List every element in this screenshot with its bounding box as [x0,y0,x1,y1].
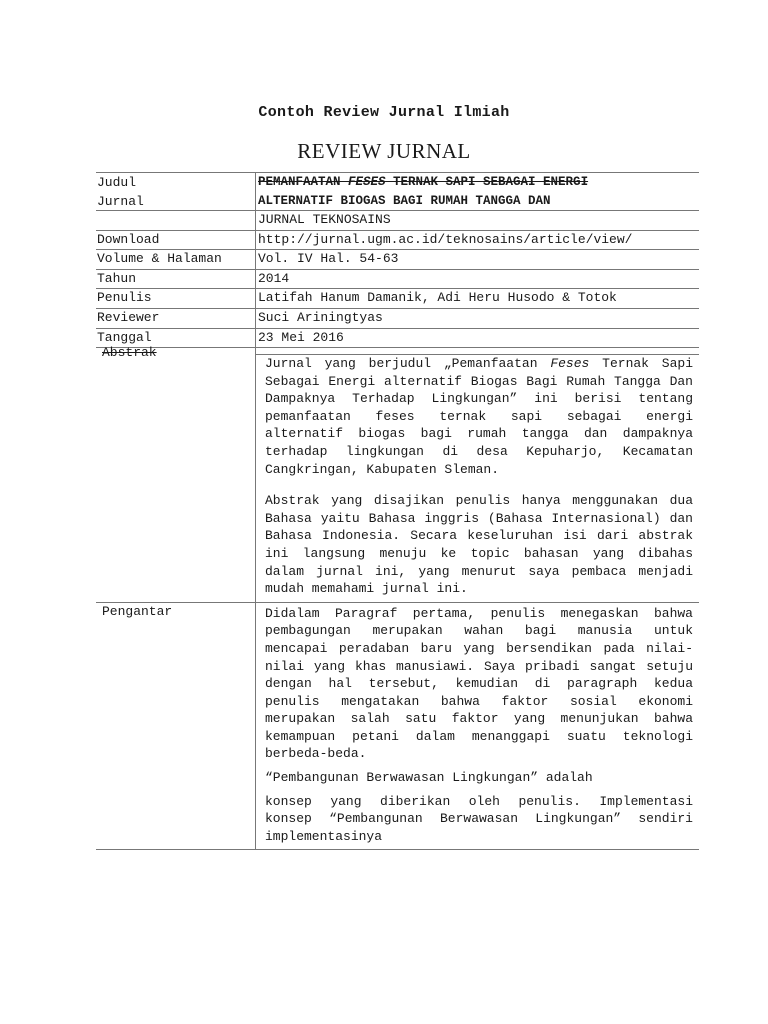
meta-row-volume [96,250,699,270]
judul-text-a: PEMANFAATAN [258,175,349,189]
abstrak-paragraph-1 [265,355,693,478]
abstrak-p1-start: Jurnal yang berjudul „Pemanfaatan [265,356,551,371]
abstrak-paragraph-2: Abstrak yang disajikan penulis hanya menggunakan dua Bahasa yaitu Bahasa inggris (Bahasa Internasional) dan Bahasa Indonesia. Secara keseluruhan isi dari abstrak ini langsung menuju ke topic bahasan yang dibahas dalam jurnal ini, yang menurut saya pembaca menjadi mudah memahami jurnal ini. [265,493,693,597]
meta-value: 2014 [258,270,290,286]
pengantar-paragraph-1: Didalam Paragraf pertama, penulis menegaskan bahwa pembagungan merupakan wahan bagi manusia untuk mencapai peradaban baru yang bersendikan pada nilai-nilai yang khas manusiawi. Saya pribadi sangat setuju dengan hal tersebut, kemudian di paragraph kedua penulis mengatakan bahwa faktor sosial ekonomi merupakan salah satu faktor yang menunjukan bahwa kemampuan petani dalam menanggapi suatu teknologi berbeda-beda. [265,605,693,762]
meta-row-download [96,231,699,251]
judul-value-line-1 [258,173,699,192]
document-title: REVIEW JURNAL [297,139,471,163]
judul-label-line-1: Judul [97,175,137,190]
judul-value [256,173,699,210]
meta-label: Tahun [96,270,256,289]
judul-text-b: TERNAK SAPI SEBAGAI ENERGI [385,175,589,189]
meta-label: Download [96,231,256,250]
meta-row-reviewer [96,309,699,329]
section-text-abstrak [256,354,699,602]
judul-label [96,173,256,210]
jurnal-row [96,211,699,231]
abstrak-label-text: Abstrak [102,345,157,360]
section-text-pengantar [256,603,699,850]
section-abstrak [96,344,699,602]
meta-value: 23 Mei 2016 [258,329,344,345]
metadata-table [96,172,699,348]
download-link[interactable]: http://jurnal.ugm.ac.id/teknosains/article/view/ [258,231,633,247]
review-body-table [96,344,699,850]
meta-value: Latifah Hanum Damanik, Adi Heru Husodo & Totok [258,290,617,306]
judul-label-line-2: Jurnal [97,194,144,209]
meta-label: Reviewer [96,309,256,328]
meta-value: Suci Ariningtyas [258,309,383,325]
meta-row-tahun [96,270,699,290]
jurnal-value: JURNAL TEKNOSAINS [258,212,391,227]
abstrak-p1-rest: Ternak Sapi Sebagai Energi alternatif Biogas Bagi Rumah Tangga Dan Dampaknya Terhadap Lingkungan” ini berisi tentang pemanfaatan feses ternak sapi sebagai energi alternatif biogas bagi rumah tangga dan dampaknya terhadap lingkungan di desa Kepuharjo, Kecamatan Cangkringan, Kabupaten Sleman. [265,356,693,477]
meta-row-penulis [96,289,699,309]
pengantar-paragraph-2: “Pembangunan Berwawasan Lingkungan” adalah [265,770,593,786]
judul-text-italic: FESES [348,175,386,189]
abstrak-p1-italic: Feses [550,356,590,371]
section-pengantar [96,602,699,850]
jurnal-label-empty [96,211,256,230]
pengantar-paragraph-3: konsep yang diberikan oleh penulis. Implementasi konsep “Pembangunan Berwawasan Lingkungan” sendiri implementasinya [265,793,693,844]
judul-value-line-2: ALTERNATIF BIOGAS BAGI RUMAH TANGGA DAN [258,194,551,208]
meta-label: Penulis [96,289,256,308]
meta-value: Vol. IV Hal. 54-63 [258,251,399,267]
document-subtitle: Contoh Review Jurnal Ilmiah [258,104,510,121]
meta-label: Volume & Halaman [96,250,256,269]
judul-row [96,172,699,211]
section-label-abstrak [96,344,256,602]
meta-label: Tanggal [96,329,256,348]
section-label-pengantar: Pengantar [96,603,256,850]
